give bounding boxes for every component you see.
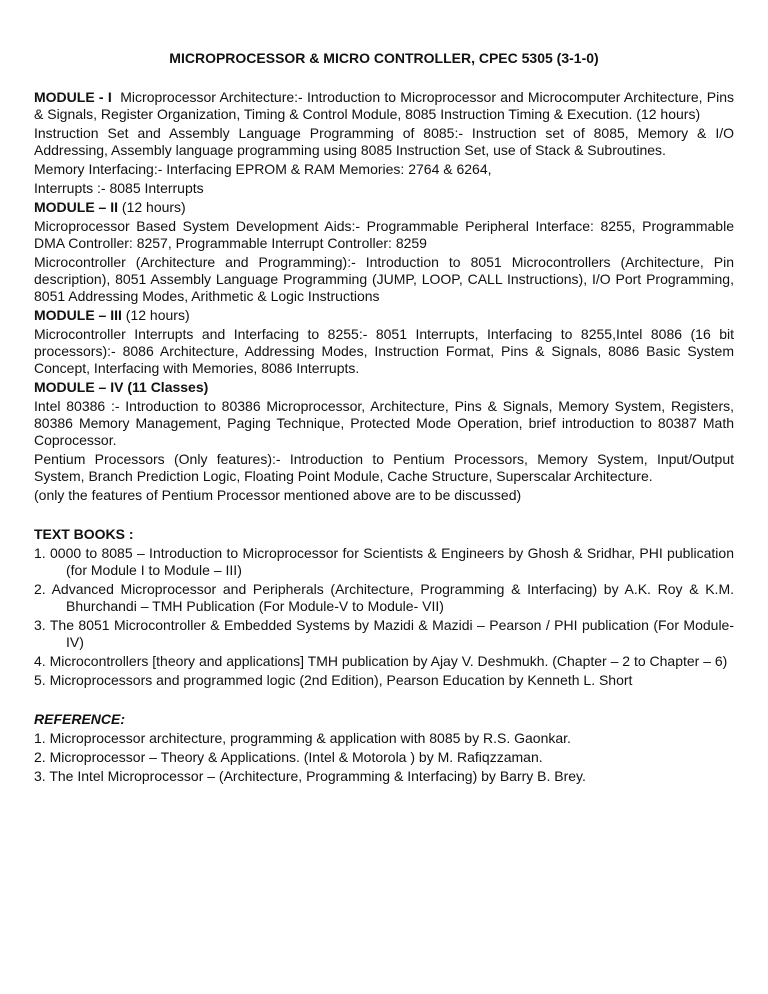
module-1-paragraph-3: Memory Interfacing:- Interfacing EPROM & RAM Memories: 2764 & 6264, — [34, 161, 492, 177]
textbook-item: 5. Microprocessors and programmed logic (2nd Edition), Pearson Education by Kenneth L. Short — [34, 672, 633, 688]
reference-section — [34, 711, 734, 785]
module-1-paragraph-4: Interrupts :- 8085 Interrupts — [34, 180, 204, 196]
section-spacer — [34, 506, 734, 526]
module-2-heading — [34, 199, 734, 216]
textbooks-section — [34, 526, 734, 689]
reference-item: 1. Microprocessor architecture, programming & application with 8085 by R.S. Gaonkar. — [34, 730, 571, 746]
module-1-intro — [34, 89, 734, 123]
reference-heading: REFERENCE: — [34, 711, 126, 727]
module-4-section — [34, 379, 734, 504]
module-1-section — [34, 89, 734, 197]
module-3-hours: (12 hours) — [125, 307, 190, 323]
module-1-paragraph-2: Instruction Set and Assembly Language Programming of 8085:- Instruction set of 8085, Memory & I/O Addressing, Assembly language programming using 8085 Instruction Set, use of Stack & Subroutines. — [34, 125, 734, 158]
module-3-section — [34, 307, 734, 377]
textbook-item: 4. Microcontrollers [theory and applications] TMH publication by Ajay V. Deshmukh. (Chapter – 2 to Chapter – 6) — [34, 653, 728, 669]
module-1-intro-text: Microprocessor Architecture:- Introduction to Microprocessor and Microcomputer Architecture, Pins & Signals, Register Organization, Timing & Control Module, 8085 Instruction Timing & Execution. (12 hours) — [34, 89, 735, 122]
module-3-heading — [34, 307, 734, 324]
module-4-paragraph-3: (only the features of Pentium Processor mentioned above are to be discussed) — [34, 487, 522, 503]
section-spacer — [34, 691, 734, 711]
textbook-item: 2. Advanced Microprocessor and Peripherals (Architecture, Programming & Interfacing) by A.K. Roy & K.M. Bhurchandi – TMH Publication (For Module-V to Module- VII) — [34, 581, 734, 614]
module-4-paragraph-1: Intel 80386 :- Introduction to 80386 Microprocessor, Architecture, Pins & Signals, Memory System, Registers, 80386 Memory Management, Paging Technique, Protected Mode Operation, brief introduction to 80387 Math Coprocessor. — [34, 398, 734, 448]
page-title: MICROPROCESSOR & MICRO CONTROLLER, CPEC 5305 (3-1-0) — [169, 50, 599, 66]
module-2-paragraph-1: Microprocessor Based System Development Aids:- Programmable Peripheral Interface: 8255, Programmable DMA Controller: 8257, Programmable Interrupt Controller: 8259 — [34, 218, 734, 251]
module-2-hours: (12 hours) — [121, 199, 186, 215]
textbooks-heading: TEXT BOOKS : — [34, 526, 134, 542]
module-3-paragraph-1: Microcontroller Interrupts and Interfacing to 8255:- 8051 Interrupts, Interfacing to 8255,Intel 8086 (16 bit processors):- 8086 Architecture, Addressing Modes, Instruction Format, Pins & Signals, 8086 Basic System Concept, Interfacing with Memories, 8086 Interrupts. — [34, 326, 734, 376]
module-1-label: MODULE - I — [34, 89, 112, 105]
module-4-paragraph-2: Pentium Processors (Only features):- Introduction to Pentium Processors, Memory System, Input/Output System, Branch Prediction Logic, Floating Point Module, Cache Structure, Superscalar Architecture. — [34, 451, 734, 484]
syllabus-page — [34, 50, 734, 787]
textbooks-list — [34, 545, 734, 689]
reference-list — [34, 730, 734, 785]
textbook-item: 1. 0000 to 8085 – Introduction to Microprocessor for Scientists & Engineers by Ghosh & Sridhar, PHI publication (for Module I to Module – III) — [34, 545, 734, 578]
module-2-paragraph-2: Microcontroller (Architecture and Programming):- Introduction to 8051 Microcontrollers (Architecture, Pin description), 8051 Assembly Language Programming (JUMP, LOOP, CALL Instructions), I/O Port Programming, 8051 Addressing Modes, Arithmetic & Logic Instructions — [34, 254, 734, 304]
module-2-label: MODULE – II — [34, 199, 119, 215]
reference-item: 3. The Intel Microprocessor – (Architecture, Programming & Interfacing) by Barry B. Brey. — [34, 768, 586, 784]
module-2-section — [34, 199, 734, 305]
module-4-heading: MODULE – IV (11 Classes) — [34, 379, 209, 395]
textbook-item: 3. The 8051 Microcontroller & Embedded Systems by Mazidi & Mazidi – Pearson / PHI publication (For Module-IV) — [34, 617, 734, 650]
reference-item: 2. Microprocessor – Theory & Applications. (Intel & Motorola ) by M. Rafiqzzaman. — [34, 749, 543, 765]
module-3-label: MODULE – III — [34, 307, 122, 323]
